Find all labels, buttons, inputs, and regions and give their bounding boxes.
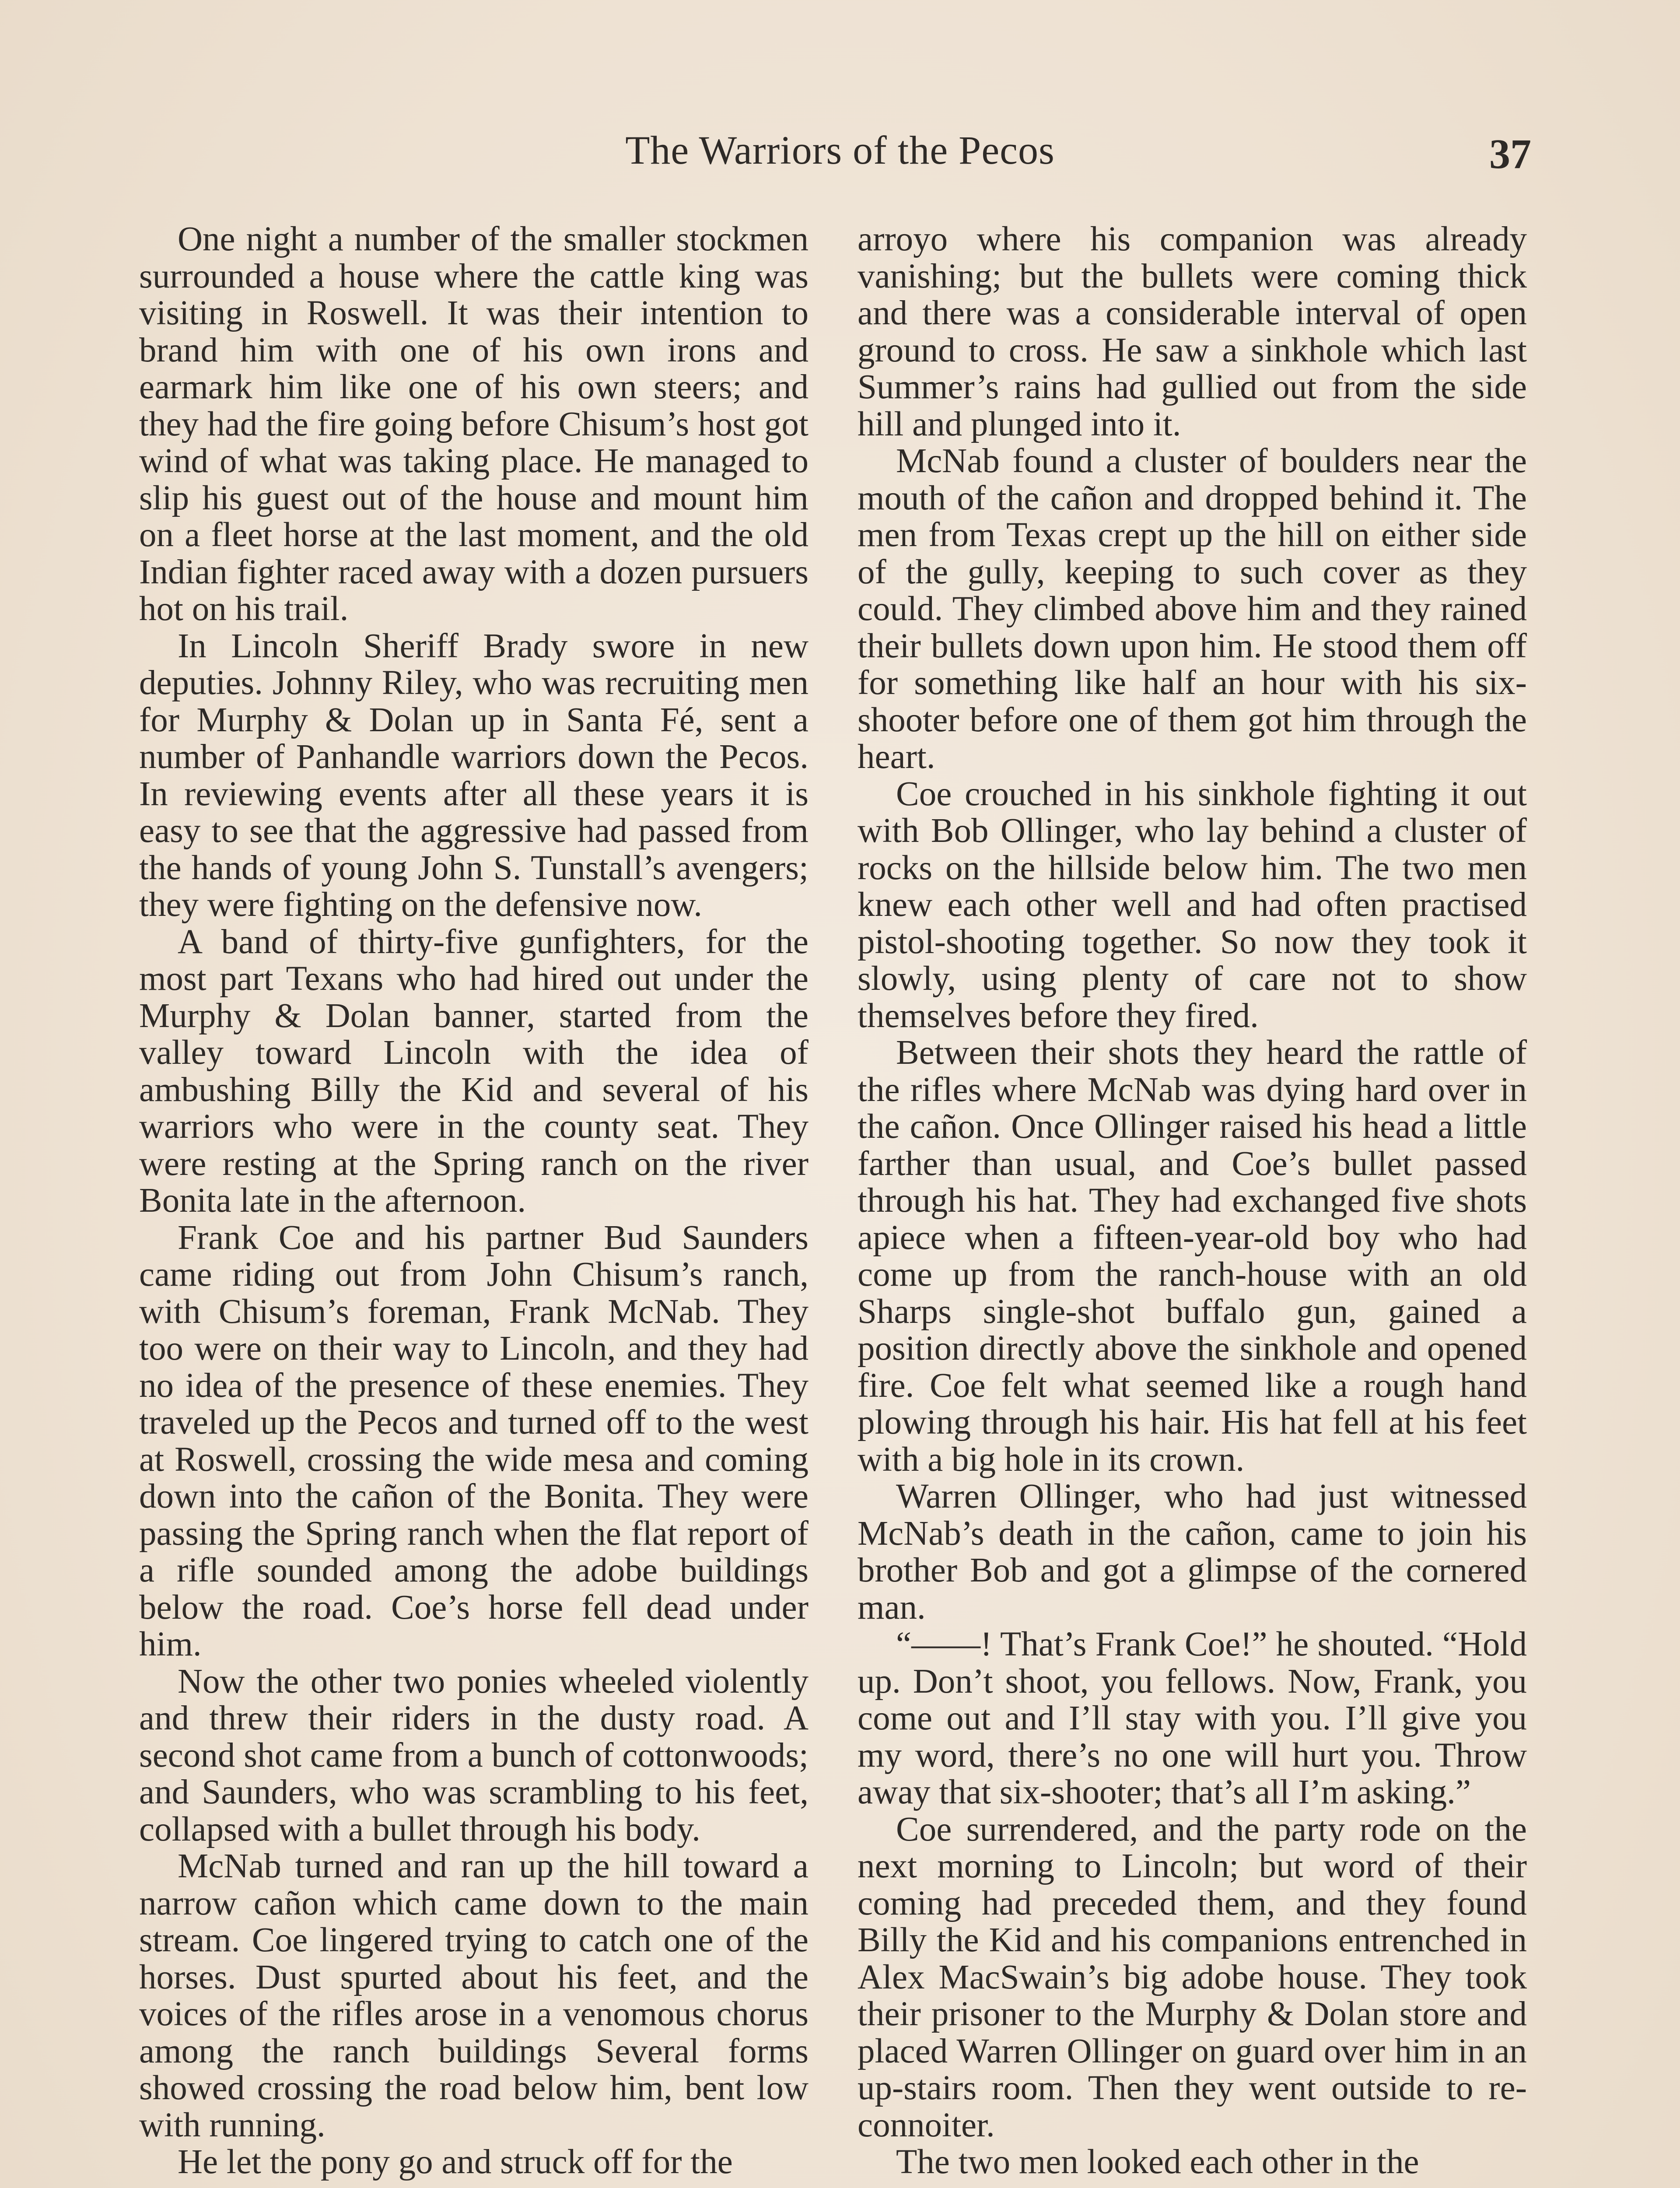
paragraph: “——! That’s Frank Coe!” he shouted. “Hold up. Don’t shoot, you fellows. Now, Frank, you come out and I’ll stay with you. I’ll give you my word, there’s no one will hurt you. Throw away that six-shooter; that’s all I’m asking.” <box>858 1625 1527 1811</box>
paragraph: Coe surrendered, and the party rode on the next morning to Lincoln; but word of their coming had preceded them, and they found Billy the Kid and his companions entrenched in Alex MacSwain’s big adobe house. They took their prisoner to the Murphy & Dolan store and placed Warren Ollinger on guard over him in an up-stairs room. Then they went outside to reconnoiter. <box>858 1810 1527 2144</box>
page-number: 37 <box>1489 130 1531 177</box>
paragraph: The two men looked each other in the <box>896 2143 1419 2181</box>
left-text-column <box>139 221 808 2181</box>
paragraph: One night a number of the smaller stockmen surrounded a house where the cattle king was visiting in Roswell. It was their intention to brand him with one of his own irons and earmark him like one of his own steers; and they had the fire going before Chisum’s host got wind of what was taking place. He managed to slip his guest out of the house and mount him on a fleet horse at the last moment, and the old Indian fighter raced away with a dozen pursuers hot on his trail. <box>139 220 808 628</box>
paragraph: Now the other two ponies wheeled violently and threw their riders in the dusty road. A second shot came from a bunch of cottonwoods; and Saunders, who was scrambling to his feet, collapsed with a bullet through his body. <box>139 1662 808 1848</box>
paragraph: Frank Coe and his partner Bud Saunders came riding out from John Chisum’s ranch, with Chisum’s foreman, Frank McNab. They too were on their way to Lincoln, and they had no idea of the presence of these enemies. They traveled up the Pecos and turned off to the west at Roswell, crossing the wide mesa and coming down into the cañon of the Bonita. They were passing the Spring ranch when the flat report of a rifle sounded among the adobe buildings below the road. Coe’s horse fell dead under him. <box>139 1218 808 1663</box>
paragraph: Coe crouched in his sinkhole fighting it out with Bob Ollinger, who lay behind a cluster of rocks on the hillside below him. The two men knew each other well and had often practised pistol-shooting together. So now they took it slowly, using plenty of care not to show themselves before they fired. <box>858 775 1527 1035</box>
paragraph: Between their shots they heard the rattle of the rifles where McNab was dying hard over in the cañon. Once Ollinger raised his head a little farther than usual, and Coe’s bullet passed through his hat. They had exchanged five shots apiece when a fifteen-year-old boy who had come up from the ranch-house with an old Sharps single-shot buffalo gun, gained a position directly above the sinkhole and opened fire. Coe felt what seemed like a rough hand plowing through his hair. His hat fell at his feet with a big hole in its crown. <box>858 1034 1527 1479</box>
running-header-title: The Warriors of the Pecos <box>625 128 1055 172</box>
paragraph: Warren Ollinger, who had just witnessed McNab’s death in the cañon, came to join his brother Bob and got a glimpse of the cornered man. <box>858 1477 1527 1627</box>
right-text-column <box>858 221 1527 2181</box>
paragraph: In Lincoln Sheriff Brady swore in new deputies. Johnny Riley, who was recruiting men for Murphy & Dolan up in Santa Fé, sent a number of Panhandle warriors down the Pecos. In reviewing events after all these years it is easy to see that the aggressive had passed from the hands of young John S. Tunstall’s avengers; they were fighting on the defensive now. <box>139 627 808 924</box>
paragraph: McNab found a cluster of boulders near the mouth of the cañon and dropped behind it. The men from Texas crept up the hill on either side of the gully, keeping to such cover as they could. They climbed above him and they rained their bullets down upon him. He stood them off for something like half an hour with his six-shooter before one of them got him through the heart. <box>858 442 1527 776</box>
paragraph-continued: arroyo where his companion was already vanishing; but the bullets were coming thick and there was a considerable interval of open ground to cross. He saw a sinkhole which last Summer’s rains had gullied out from the side hill and plunged into it. <box>858 220 1527 443</box>
paragraph: A band of thirty-five gunfighters, for the most part Texans who had hired out under the Murphy & Dolan banner, started from the valley toward Lincoln with the idea of ambushing Billy the Kid and several of his warriors who were in the county seat. They were resting at the Spring ranch on the river Bonita late in the afternoon. <box>139 922 808 1220</box>
paragraph: He let the pony go and struck off for the <box>178 2143 733 2181</box>
paragraph: McNab turned and ran up the hill toward a narrow cañon which came down to the main stream. Coe lingered trying to catch one of the horses. Dust spurted about his feet, and the voices of the rifles arose in a venomous chorus among the ranch buildings Several forms showed crossing the road below him, bent low with running. <box>139 1847 808 2144</box>
